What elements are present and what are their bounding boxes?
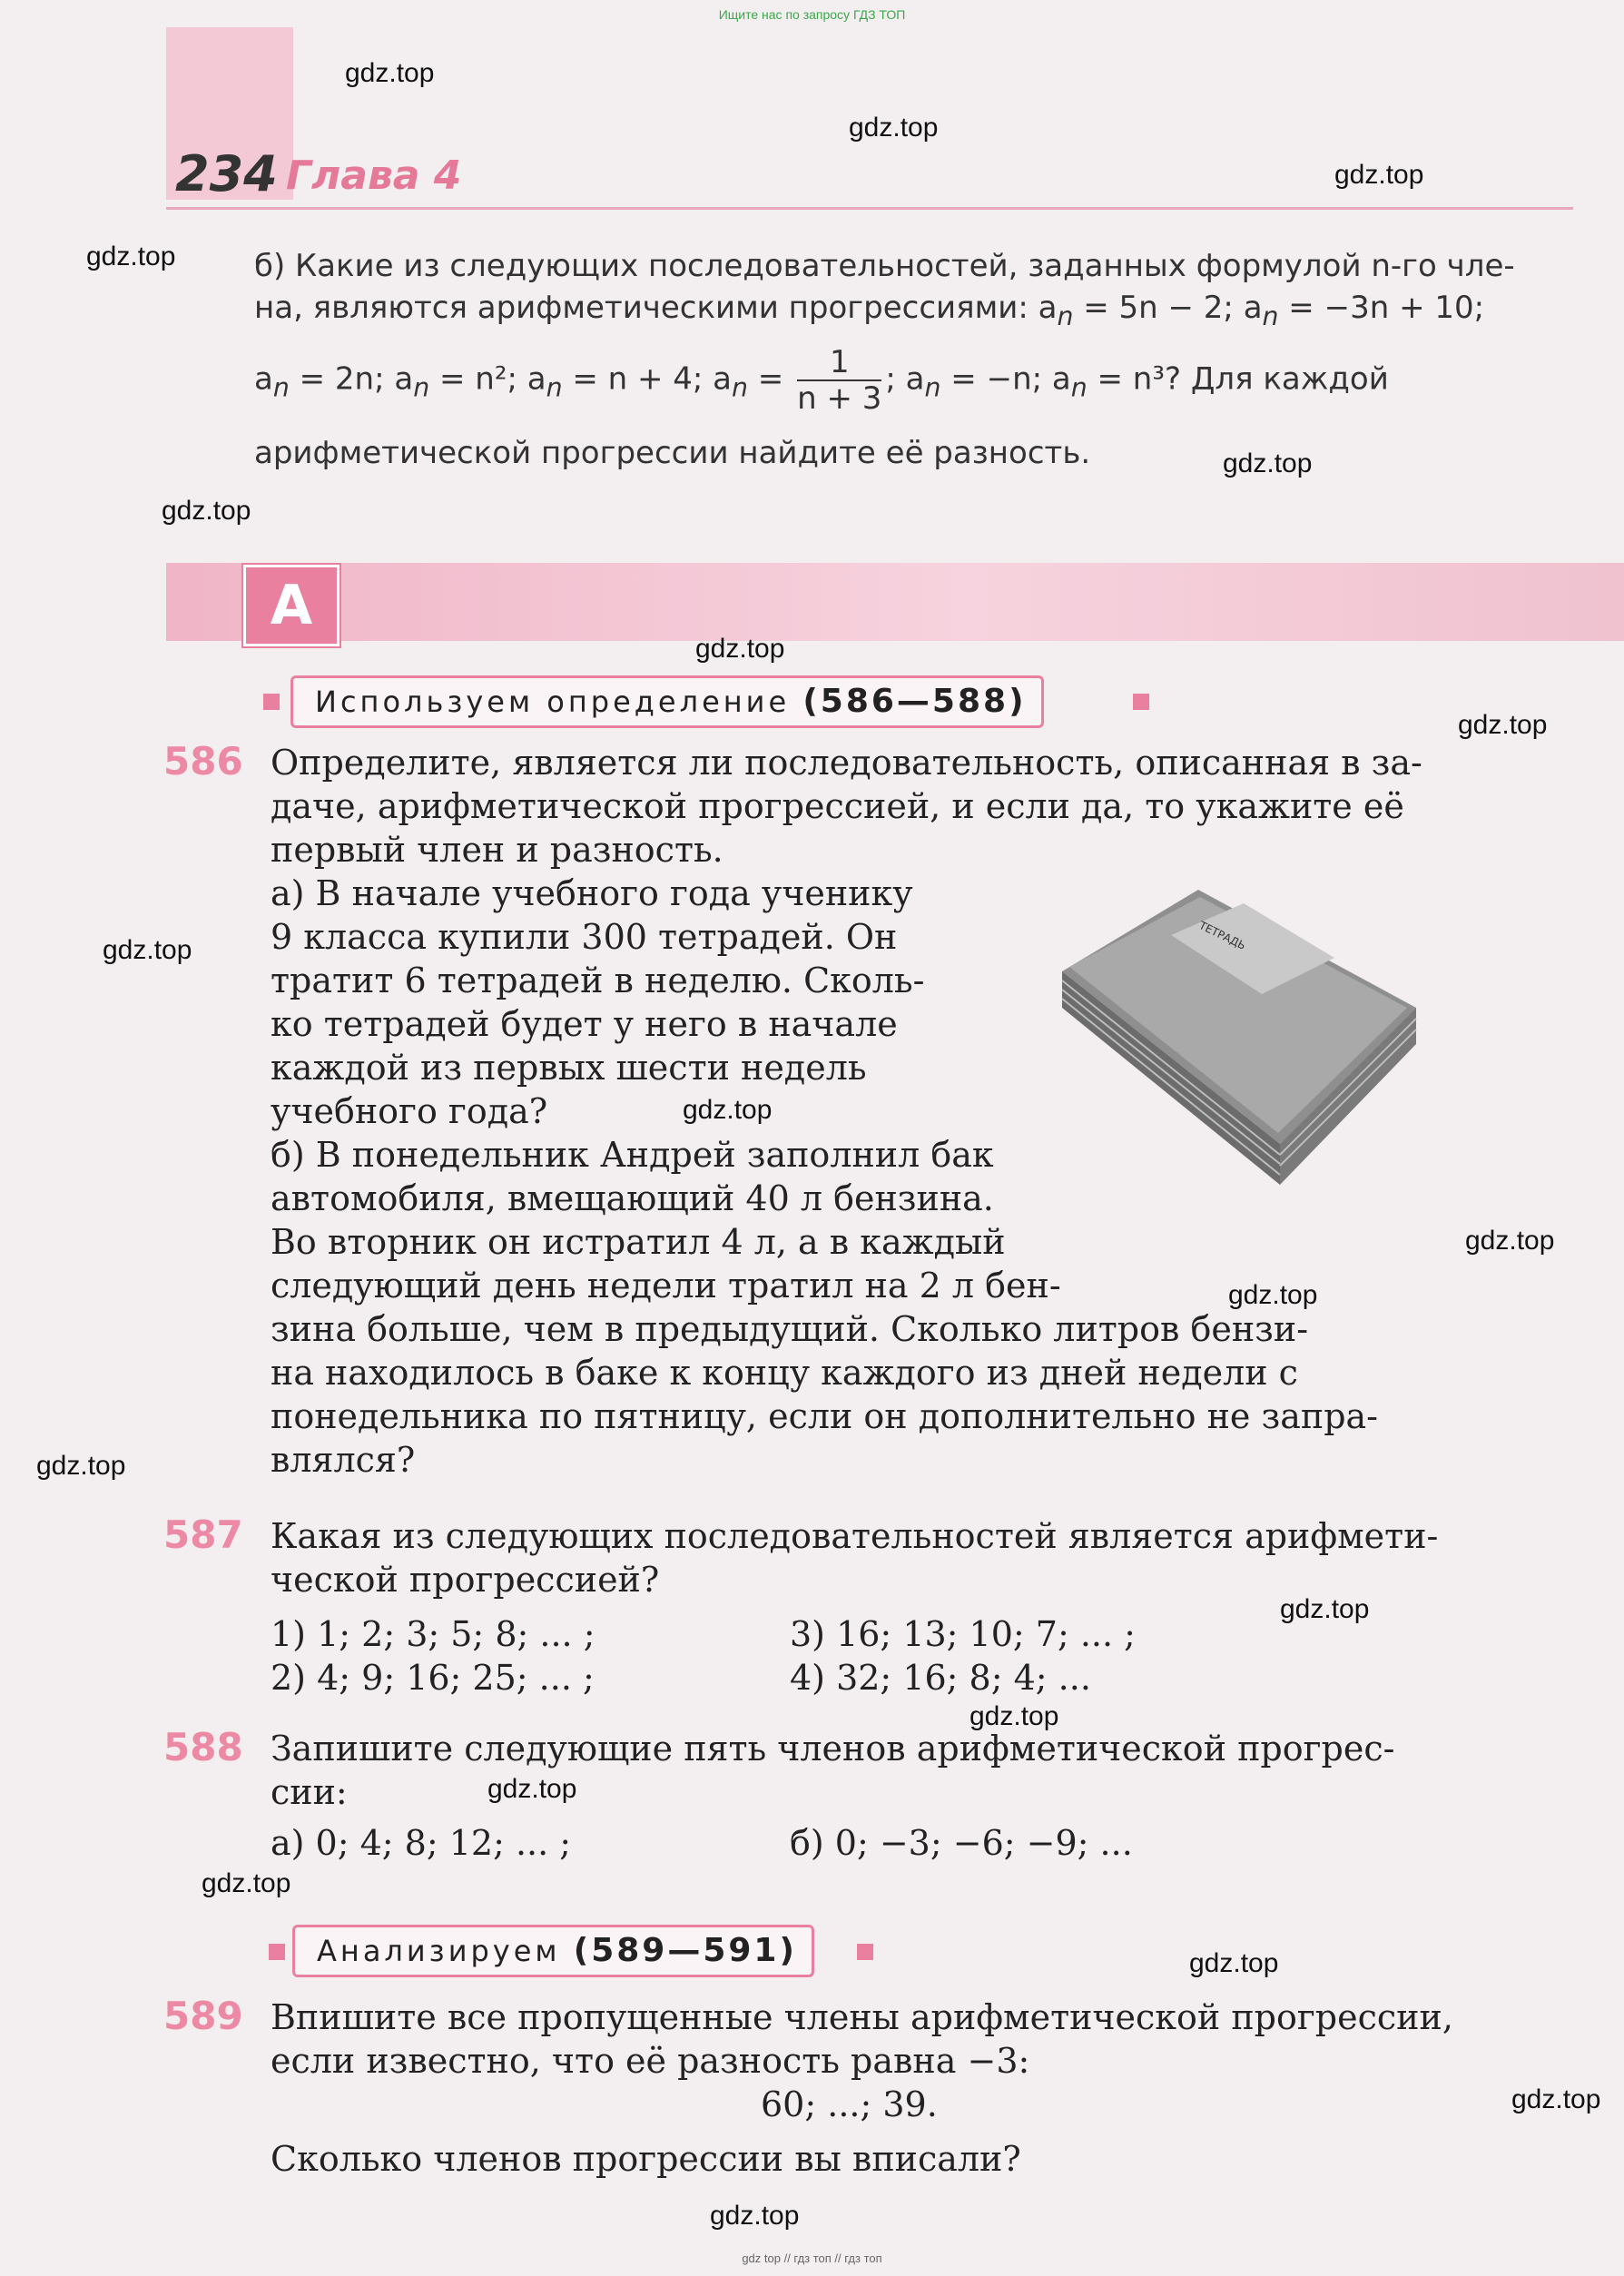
chapter-title: Глава 4 — [286, 153, 462, 199]
watermark: gdz.top — [683, 1095, 773, 1125]
exercise-number-588: 588 — [163, 1725, 243, 1769]
fraction: $\frac{1}{n + 3}$ — [797, 344, 882, 417]
watermark: gdz.top — [1465, 1226, 1555, 1256]
exercise-number-586: 586 — [163, 739, 243, 783]
watermark: gdz.top — [1189, 1948, 1279, 1978]
section-marker-right — [857, 1944, 873, 1960]
option-588-a: а) 0; 4; 8; 12; ... ; — [271, 1823, 572, 1863]
exercise-588-text: Запишите следующие пять членов арифметической прогрес- сии: — [271, 1729, 1395, 1812]
top-banner: Ищите нас по запросу ГДЗ ТОП — [718, 7, 906, 22]
exercise-587-text: Какая из следующих последовательностей является арифмети- ческой прогрессией? — [271, 1516, 1439, 1600]
option-587-1: 1) 1; 2; 3; 5; 8; ... ; — [271, 1614, 595, 1654]
question-589: Сколько членов прогрессии вы вписали? — [271, 2139, 1021, 2179]
sequence-589: 60; ...; 39. — [761, 2084, 938, 2124]
option-587-4: 4) 32; 16; 8; 4; ... — [790, 1658, 1091, 1698]
watermark: gdz.top — [695, 634, 785, 664]
page-number: 234 — [175, 145, 278, 202]
watermark: gdz.top — [1334, 160, 1424, 190]
section-marker-left — [269, 1944, 285, 1960]
level-badge: А — [243, 565, 340, 646]
watermark: gdz.top — [710, 2201, 800, 2231]
bottom-banner: gdz top // гдз топ // гдз топ — [742, 2251, 882, 2265]
section-marker-left — [263, 694, 280, 710]
exercise-number-587: 587 — [163, 1512, 243, 1557]
part-b-line-3: $a_n = 2n$; $a_n = n^2$; $a_n = n + 4$; $a_n$ = $\frac{1}{n + 3}$ ; $a_n = -n$; $a_n = n^3$? Для каждой — [254, 344, 1389, 417]
section-heading-analyze: Анализируем (589—591) — [292, 1925, 814, 1977]
level-band — [166, 563, 1624, 641]
watermark: gdz.top — [487, 1774, 577, 1804]
watermark: gdz.top — [202, 1868, 291, 1898]
watermark: gdz.top — [36, 1451, 126, 1481]
section-heading-definition: Используем определение (586—588) — [290, 675, 1044, 728]
option-587-3: 3) 16; 13; 10; 7; ... ; — [790, 1614, 1136, 1654]
part-b-line-4: арифметической прогрессии найдите её разность. — [254, 435, 1091, 471]
watermark: gdz.top — [969, 1701, 1059, 1731]
header-rule — [166, 207, 1573, 210]
option-588-b: б) 0; −3; −6; −9; ... — [790, 1823, 1133, 1863]
watermark: gdz.top — [1458, 710, 1548, 740]
watermark: gdz.top — [162, 496, 251, 526]
exercise-number-589: 589 — [163, 1994, 243, 2038]
exercise-586-text: Определите, является ли последовательность, описанная в за- даче, арифметической прогрессией, и если да, то укажите её первый член и разность. а) В начале учебного года ученику 9 класса купили 300 тетрадей. Он тратит 6 тетрадей в неделю. Сколь- ко тетрадей будет у него в начале каждой из первых шести недель учебного года? б) В понедельник Андрей заполнил бак автомобиля, вмещающий 40 л бензина. Во вторник он истратил 4 л, а в каждый следующий день недели тратил на 2 л бен- зина больше, чем в предыдущий. Сколько литров бензи- на находилось в баке к концу каждого из дней недели с понедельника по пятницу, если он дополнительно не запра- влялся? — [271, 743, 1422, 1480]
watermark: gdz.top — [345, 58, 435, 88]
watermark: gdz.top — [103, 935, 192, 965]
part-b-line-2: на, являются арифметическими прогрессиями: $a_n = 5n - 2$; $a_n = -3n + 10$; — [254, 290, 1485, 331]
watermark: gdz.top — [1511, 2084, 1601, 2114]
notebook-label: ТЕТРАДЬ — [1196, 919, 1248, 952]
exercise-589-text: Впишите все пропущенные члены арифметической прогрессии, если известно, что её разность равна −3: — [271, 1997, 1453, 2081]
watermark: gdz.top — [86, 241, 176, 271]
section-marker-right — [1133, 694, 1149, 710]
watermark: gdz.top — [1223, 448, 1313, 478]
part-b-line-1: б) Какие из следующих последовательностей, заданных формулой n-го чле- — [254, 248, 1515, 284]
watermark: gdz.top — [849, 113, 939, 143]
watermark: gdz.top — [1228, 1280, 1318, 1310]
watermark: gdz.top — [1280, 1594, 1370, 1624]
option-587-2: 2) 4; 9; 16; 25; ... ; — [271, 1658, 595, 1698]
notebook-stack-image — [1062, 872, 1425, 1198]
